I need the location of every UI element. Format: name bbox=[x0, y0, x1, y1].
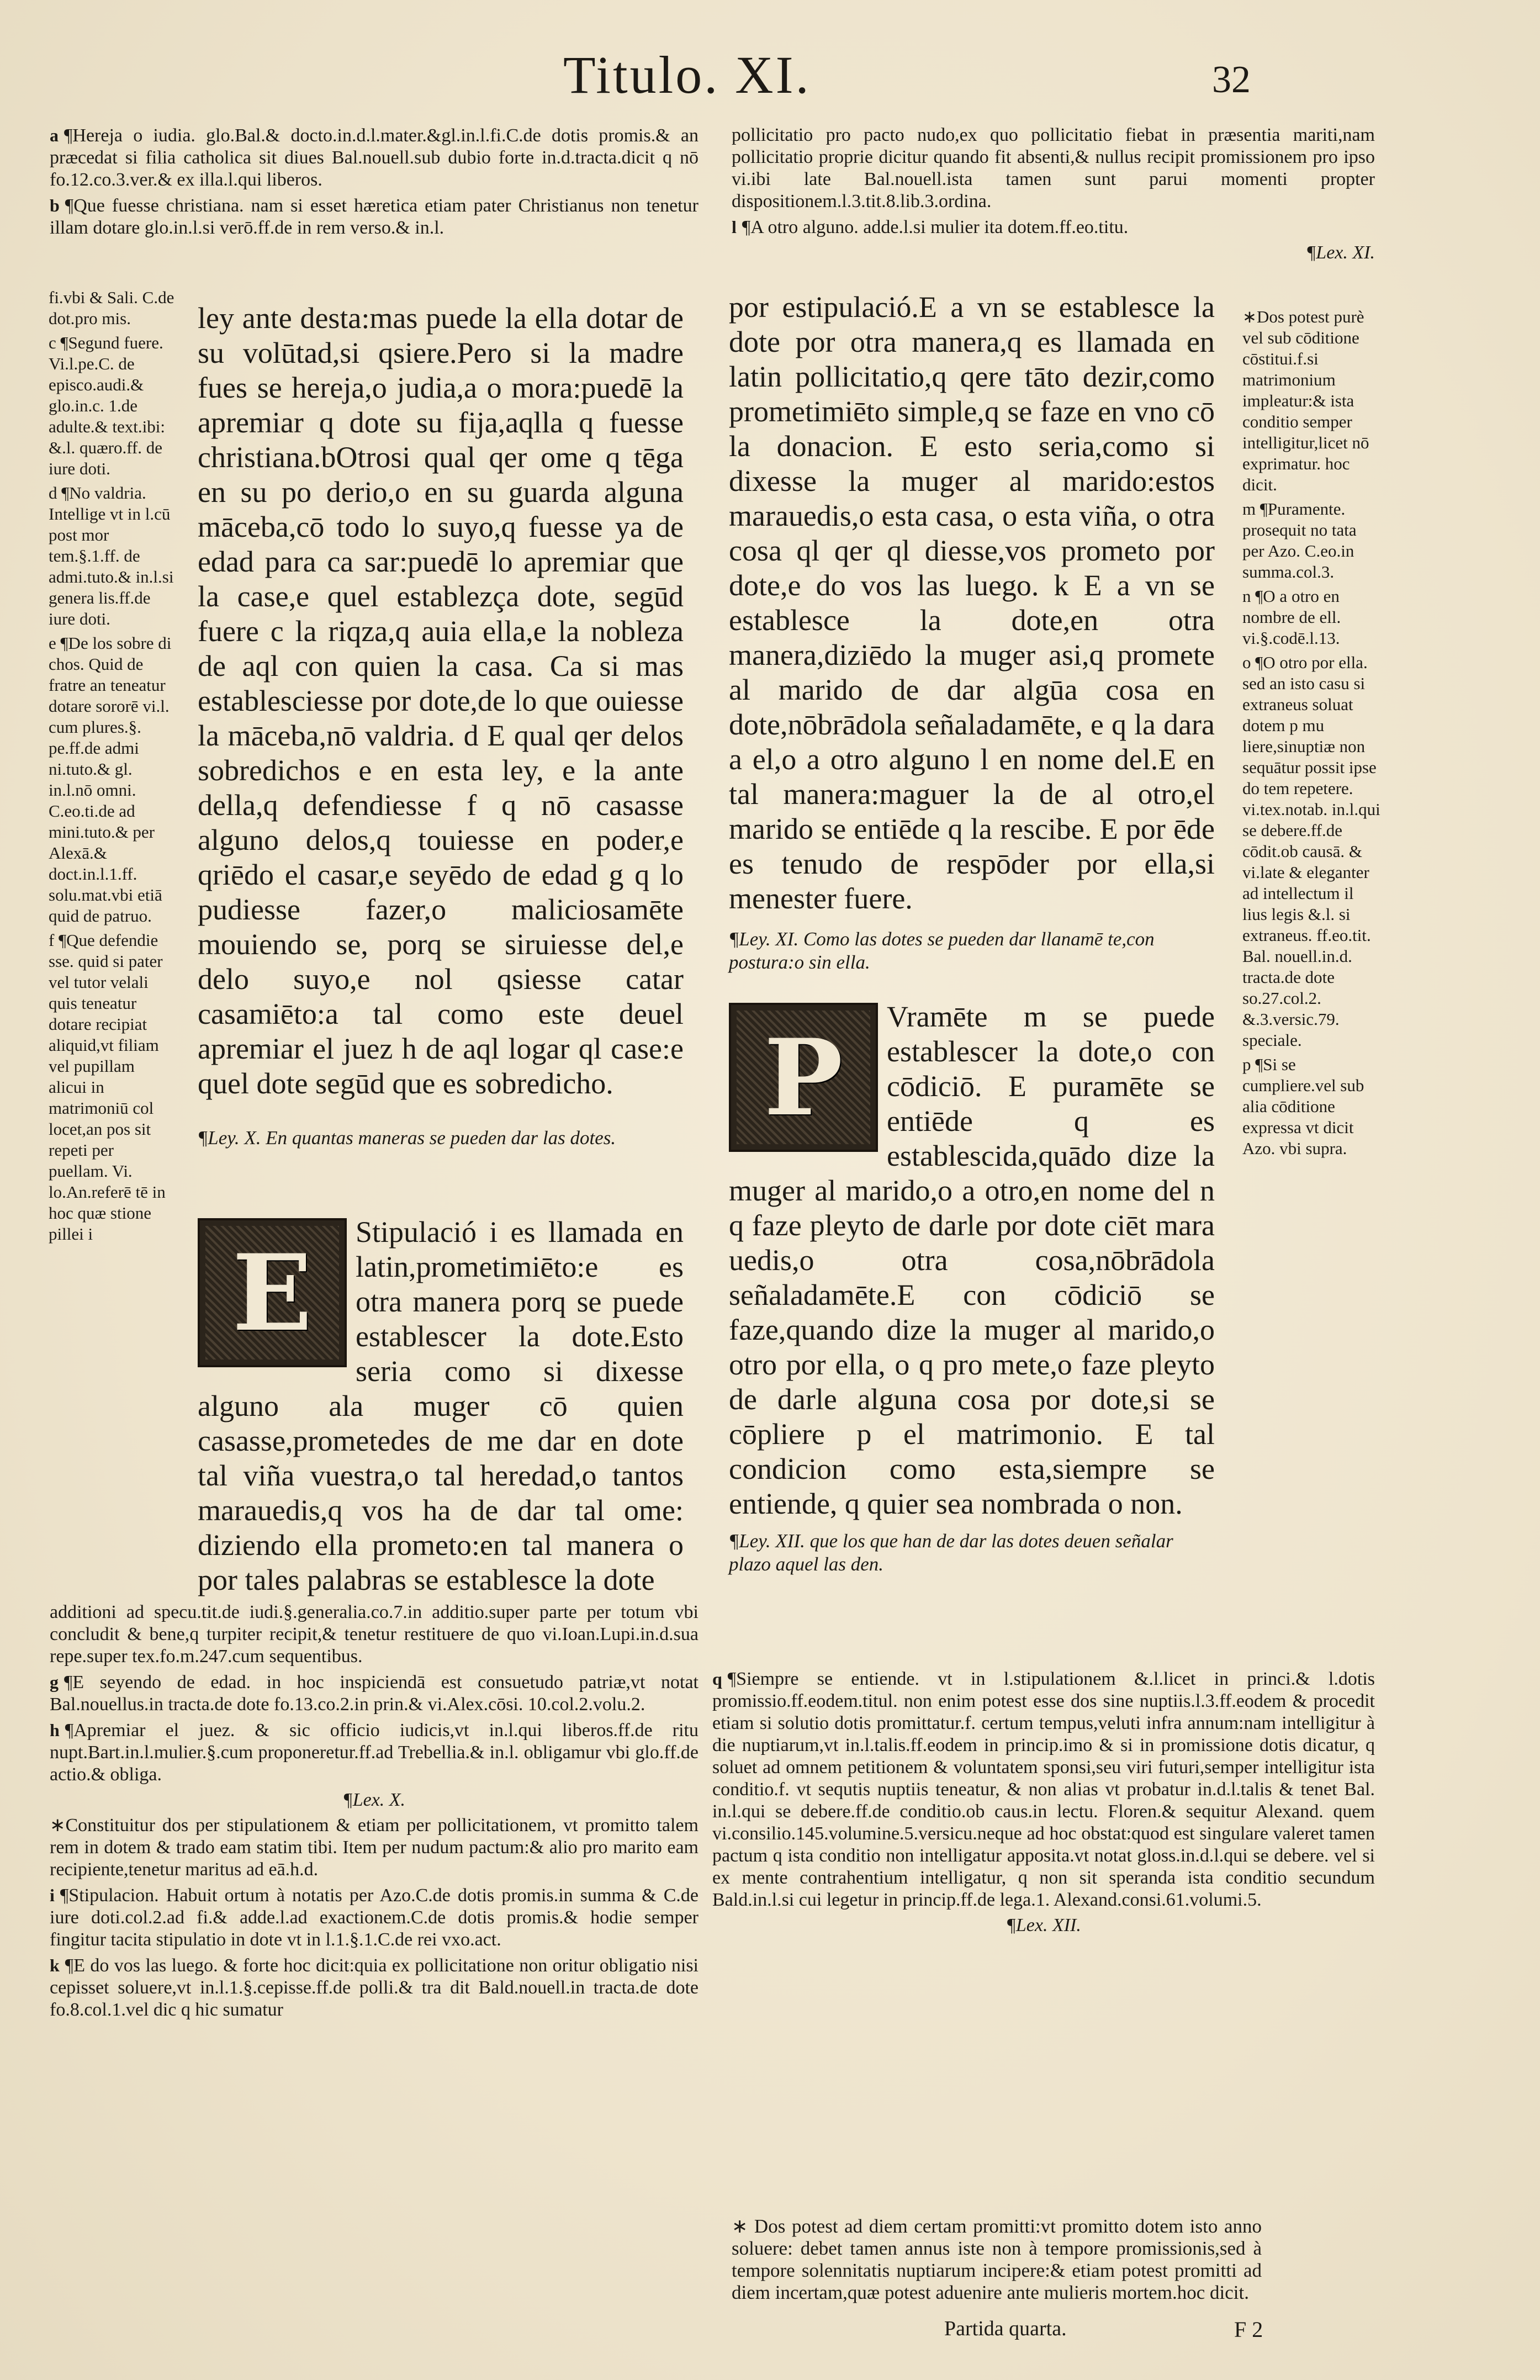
margin-note: o ¶O otro por ella. sed an isto casu si extraneus soluat dotem p mu liere,sinuptiæ non sequātur possit ipse do tem repetere. vi.tex.notab. in.l.qui se debere.ff.de cōdit.ob causā. & vi.late & eleganter ad intellectum il lius legis &.l. si extraneus. ff.eo.tit. Bal. nouell.in.d. tracta.de dote so.27.col.2. &.3.versic.79. speciale. bbox=[1242, 653, 1380, 1050]
page-title: Titulo. XI. bbox=[563, 45, 811, 104]
gloss-paragraph bbox=[50, 1671, 698, 1716]
gloss-text: ¶Apremiar el juez. & sic officio iudicis,vt in.l.qui liberos.ff.de ritu nupt.Bart.in.l.mulier.§.cum proponeretur.ff.ad Trebellia.& in.l. obligamur vbi glo.ff.de actio.& obliga. bbox=[50, 1720, 698, 1785]
gloss-text: ¶Stipulacion. Habuit ortum à notatis per Azo.C.de dotis promis.in summa & C.de iure doti.col.2.ad fi.& adde.l.ad exactionem.C.de dotis promis.& hodie semper fingitur tacita stipulatio in dote vt in l.1.§.1.C.de rei vxo.act. bbox=[50, 1885, 698, 1950]
drop-cap-letter: E bbox=[232, 1231, 313, 1355]
law-text: ley ante desta:mas puede la ella dotar de su volūtad,si qsiere.Pero si la madre fues se hereja,o judia,a o mora:puedē la apremiar q dote su fija,aqlla q fuesse christiana.bOtrosi qual qer ome q tēga en su po derio,o en su guarda alguna māceba,cō todo lo suyo,q fuesse ya de edad para ca sar:puedē lo apremiar que la case,e quel establezça dote, segūd fuere c la riqza,q auia ella,e la nobleza de aql con quien la casa. Ca si mas establesciesse por dote,de lo que ouiesse la māceba,nō valdria. d E qual qer delos sobredichos e en esta ley, e la ante della,q defendiesse f q nō casasse alguno delos,q touiesse en poder,e qriēdo el casar,e seyēdo de edad g q lo pudiesse fazer,o maliciosamēte mouiendo se, porq se siruiesse del,e delo suyo,e nol qsiesse catar casamiēto:a tal como este deuel apremiar el juez h de aql logar ql case:e quel dote segūd que es sobredicho. bbox=[198, 302, 684, 1100]
gloss-letter: b bbox=[50, 195, 60, 215]
right-margin-notes bbox=[1242, 306, 1380, 1162]
gloss-paragraph bbox=[50, 124, 698, 191]
law-heading-xii: ¶Ley. XII. que los que han de dar las dotes deuen señalar plazo aquel las den. bbox=[729, 1530, 1173, 1575]
gloss-text: ¶Hereja o iudia. glo.Bal.& docto.in.d.l.mater.&gl.in.l.fi.C.de dotis promis.& an præcedat si filia catholica sit diues Bal.nouell.sub dubio forte in.d.tracta.dicit q nō fo.12.co.3.ver.& ex illa.l.qui liberos. bbox=[50, 125, 698, 190]
margin-note: c ¶Segund fuere. Vi.l.pe.C. de episco.audi.& glo.in.c. 1.de adulte.& text.ibi: &.l. quæro.ff. de iure doti. bbox=[49, 333, 165, 478]
gloss-letter: q bbox=[712, 1669, 722, 1689]
gloss-top-right bbox=[732, 124, 1375, 267]
drop-cap-ornament bbox=[737, 1011, 870, 1144]
gloss-letter: a bbox=[50, 125, 59, 145]
lex-marker: ¶Lex. X. bbox=[342, 1790, 406, 1810]
drop-cap-ornament bbox=[205, 1226, 339, 1360]
margin-note: fi.vbi & Sali. C.de dot.pro mis. bbox=[49, 288, 174, 328]
gloss-paragraph bbox=[712, 1668, 1375, 1911]
main-text-right-top bbox=[729, 290, 1215, 916]
law-heading-x: ¶Ley. X. En quantas maneras se pueden dar las dotes. bbox=[198, 1127, 616, 1149]
margin-note: p ¶Si se cumpliere.vel sub alia cōditione expressa vt dicit Azo. vbi supra. bbox=[1242, 1055, 1364, 1158]
drop-cap-letter: P bbox=[764, 1016, 843, 1139]
footer-partida: Partida quarta. bbox=[944, 2317, 1067, 2340]
gloss-letter: l bbox=[732, 217, 737, 237]
gloss-letter: k bbox=[50, 1955, 60, 1975]
law-x-body bbox=[198, 1215, 684, 1598]
gloss-text: ∗Constituitur dos per stipulationem & etiam per pollicitationem, vt promitto talem rem in dotem & trado eam statim tibi. Item per nudum pactum:& alio pro marito eam recipiente,tenetur maritus ad eā.h.d. bbox=[50, 1815, 698, 1880]
page-number: 32 bbox=[1212, 59, 1251, 101]
gloss-paragraph bbox=[50, 1884, 698, 1951]
margin-note: d ¶No valdria. Intellige vt in l.cū post mor tem.§.1.ff. de admi.tuto.& in.l.si genera lis.ff.de iure doti. bbox=[49, 483, 174, 628]
margin-note: n ¶O a otro en nombre de ell. vi.§.codē.l.13. bbox=[1242, 586, 1341, 648]
gloss-paragraph bbox=[50, 1954, 698, 2021]
gloss-text: ¶E seyendo de edad. in hoc inspiciendā est consuetudo patriæ,vt notat Bal.nouellus.in tracta.de dote fo.13.co.2.in prin.& vi.Alex.cōsi. 10.col.2.volu.2. bbox=[50, 1672, 698, 1715]
gloss-paragraph bbox=[712, 1914, 1375, 1937]
gloss-text: ¶Que fuesse christiana. nam si esset hæretica etiam pater Christianus non tenetur illam dotare glo.in.l.si verō.ff.de in rem verso.& in.l. bbox=[50, 195, 698, 238]
gloss-letter: g bbox=[50, 1672, 59, 1692]
law-heading-xi: ¶Ley. XI. Como las dotes se pueden dar llanamē te,con postura:o sin ella. bbox=[729, 928, 1155, 973]
gloss-text: ¶A otro alguno. adde.l.si mulier ita dotem.ff.eo.titu. bbox=[742, 217, 1129, 237]
drop-cap-e bbox=[198, 1218, 347, 1367]
gloss-paragraph bbox=[732, 216, 1375, 239]
gloss-text: pollicitatio pro pacto nudo,ex quo pollicitatio fiebat in præsentia mariti,nam pollicitatio proprie dicitur quando fit absenti,& nullus recipit promissionem pro ipso vi.ibi late Bal.nouell.ista tamen sunt parui momenti propter dispositionem.l.3.tit.8.lib.3.ordina. bbox=[732, 125, 1375, 211]
gloss-text: additioni ad specu.tit.de iudi.§.generalia.co.7.in additio.super parte per totum vbi concludit & bene,q turpiter recipit,& tenetur restituere de quo vi.Ioan.Lupi.in.d.sua repe.super tex.fo.m.247.cum sequentibus. bbox=[50, 1602, 698, 1667]
gloss-paragraph bbox=[50, 1719, 698, 1786]
left-margin-notes bbox=[49, 287, 177, 1248]
gloss-paragraph bbox=[50, 194, 698, 239]
gloss-text: ¶Siempre se entiende. vt in l.stipulationem &.l.licet in princi.& l.dotis promissio.ff.eodem.titul. non enim potest esse dos sine nuptiis.l.3.ff.eodem & procedit etiam si solutio dotis promittatur.f. certum tempus,veluti infra annum:nam intelligitur à die nuptiarum,vt in.l.talis.ff.eodem in princip.imo & si in promissione dotis dicatur, q soluet ad omnem petitionem & voluntatem sponsi,seu viri futuri,semper intelligitur ista conditio.f. vt sequtis nuptiis teneatur, & non alias vt probatur in.d.l.talis & tenet Bal. in.l.qui se debere.ff.de conditio.ob caus.in lectu. Floren.& sequitur Alexand. quem vi.consilio.145.volumine.5.versicu.neque ad hoc obstat:quod est singulare valeret tamen pactum q ista conditio non intelligatur apposita.vt notat gloss.in.d.l.qui se debere. vel si ex mente contrahentium intelligatur, q non sit speranda ista conditio secundum Bald.in.l.si cui legetur in princip.ff.de lega.1. Alexand.consi.61.volumi.5. bbox=[712, 1669, 1375, 1910]
gloss-bottom-right bbox=[712, 1668, 1375, 1940]
footer-note: ∗ Dos potest ad diem certam promitti:vt promitto dotem isto anno soluere: debet tamen annus iste non à tempore promissionis,sed à tempore solennitatis nuptiarum incipere:& etiam potest promitti ad diem incertam,quæ potest aduenire ante mulieris mortem.hoc dicit. bbox=[732, 2215, 1262, 2303]
drop-cap-p bbox=[729, 1003, 878, 1152]
gloss-letter: h bbox=[50, 1720, 60, 1740]
gloss-text: ¶E do vos las luego. & forte hoc dicit:quia ex pollicitatione non oritur obligatio nisi cepisset soluere,vt in.l.1.§.cepisse.ff.de polli.& tra dit Bald.nouell.in tracta.de dote fo.8.col.1.vel dic q hic sumatur bbox=[50, 1955, 698, 2020]
gloss-paragraph bbox=[732, 124, 1375, 213]
gloss-paragraph bbox=[50, 1789, 698, 1811]
signature-mark: F 2 bbox=[1234, 2317, 1263, 2342]
law-text: Vramēte m se puede establescer la dote,o con cōdiciō. E puramēte se entiēde q es establescida,quādo dize la muger al marido,o a otro,en nome del n q faze pleyto de darle por dote ciēt mara uedis,o otra cosa,nōbrādola señaladamēte.E con cōdiciō se faze,quando dize la muger al marido,o otro por ella, o q pro mete,o faze pleyto de darle alguna cosa por dote,si se cōpliere p el matrimonio. E tal condicion como esta,siempre se entiende, q quier sea nombrada o non. bbox=[729, 1000, 1215, 1520]
margin-note: m ¶Puramente. prosequit no tata per Azo. C.eo.in summa.col.3. bbox=[1242, 499, 1357, 581]
margin-note: e ¶De los sobre di chos. Quid de fratre an teneatur dotare sororē vi.l. cum plures.§. pe.ff.de admi ni.tuto.& gl. in.l.nō omni. C.eo.ti.de ad mini.tuto.& per Alexā.& doct.in.l.1.ff. solu.mat.vbi etiā quid de patruo. bbox=[49, 633, 172, 925]
gloss-paragraph bbox=[50, 1815, 698, 1881]
gloss-bottom-left bbox=[50, 1601, 698, 2024]
gloss-paragraph bbox=[732, 242, 1375, 264]
lex-marker: ¶Lex. XII. bbox=[1006, 1915, 1081, 1935]
lex-marker: ¶Lex. XI. bbox=[1306, 242, 1375, 263]
law-xi-body bbox=[729, 999, 1215, 1521]
main-text-left-top bbox=[198, 301, 684, 1101]
gloss-paragraph bbox=[50, 1601, 698, 1668]
law-text: Stipulació i es llamada en latin,prometimiēto:e es otra manera porq se puede establescer la dote.Esto seria como si dixesse alguno ala muger cō quien casasse,prometedes de me dar en dote tal viña vuestra,o tal heredad,o tantos marauedis,q vos ha de dar tal ome: diziendo ella prometo:en tal manera o por tales palabras se establesce la dote bbox=[198, 1215, 684, 1596]
gloss-letter: i bbox=[50, 1885, 55, 1905]
margin-note: ∗Dos potest purè vel sub cōditione cōstitui.f.si matrimonium impleatur:& ista conditio semper intelligitur,licet nō exprimatur. hoc dicit. bbox=[1242, 307, 1369, 494]
gloss-top-left bbox=[50, 124, 698, 242]
margin-note: f ¶Que defendie sse. quid si pater vel tutor velali quis teneatur dotare recipiat aliquid,vt filiam vel pupillam alicui in matrimoniū col locet,an pos sit repeti per puellam. Vi. lo.An.referē tē in hoc quæ stione pillei i bbox=[49, 930, 166, 1244]
law-text: por estipulació.E a vn se establesce la dote por otra manera,q es llamada en latin pollicitatio,q qere tāto dezir,como prometimiēto simple,q se faze en vno cō la donacion. E esto seria,como si dixesse la muger al marido:estos marauedis,o esta casa, o esta viña, o otra cosa ql qer ql diesse,vos prometo por dote,e do vos las luego. k E a vn se establesce la dote,en otra manera,diziēdo la muger asi,q promete al marido de dar algūa cosa en dote,nōbrādola señaladamēte, e q la dara a el,o a otro alguno l en nome del.E en tal manera:maguer la de al otro,el marido se entiēde q la rescibe. E por ēde es tenudo de respōder por ella,si menester fuere. bbox=[729, 290, 1215, 915]
